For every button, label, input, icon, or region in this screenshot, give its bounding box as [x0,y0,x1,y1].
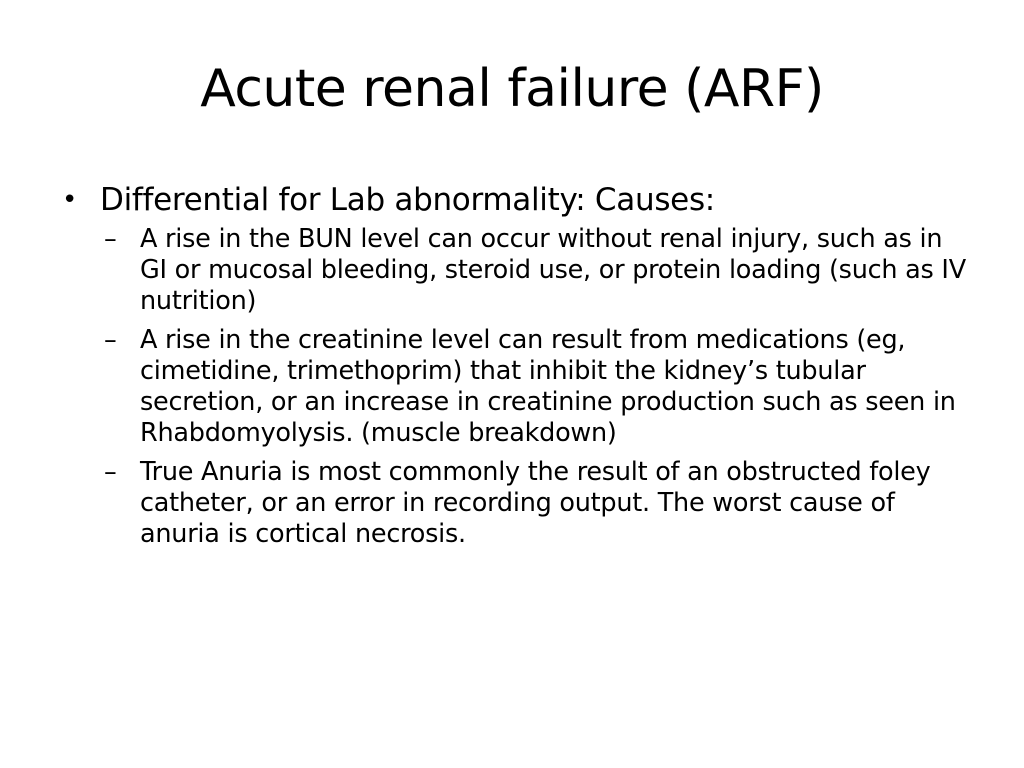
dash-marker: – [104,224,117,254]
sub-bullet-text: True Anuria is most commonly the result of an obstructed foley catheter, or an error in recording output. The worst cause of anuria is cortical necrosis. [140,457,931,549]
dash-marker: – [104,325,117,355]
bullet-list [62,180,972,558]
sub-bullet-item [100,457,972,550]
sub-bullet-text: A rise in the creatinine level can result from medications (eg, cimetidine, trimethoprim) that inhibit the kidney’s tubular secretion, or an increase in creatinine production such as seen in Rhabdomyolysis. (muscle breakdown) [140,325,956,448]
bullet-marker: • [62,185,78,215]
sub-bullet-text: A rise in the BUN level can occur without renal injury, such as in GI or mucosal bleeding, steroid use, or protein loading (such as IV nutrition) [140,224,966,316]
slide-title: Acute renal failure (ARF) [200,59,824,119]
bullet-item [62,180,972,550]
bullet-text: Differential for Lab abnormality: Causes: [100,182,715,218]
sub-bullet-list [100,224,972,550]
dash-marker: – [104,457,117,487]
sub-bullet-item [100,325,972,449]
sub-bullet-item [100,224,972,317]
